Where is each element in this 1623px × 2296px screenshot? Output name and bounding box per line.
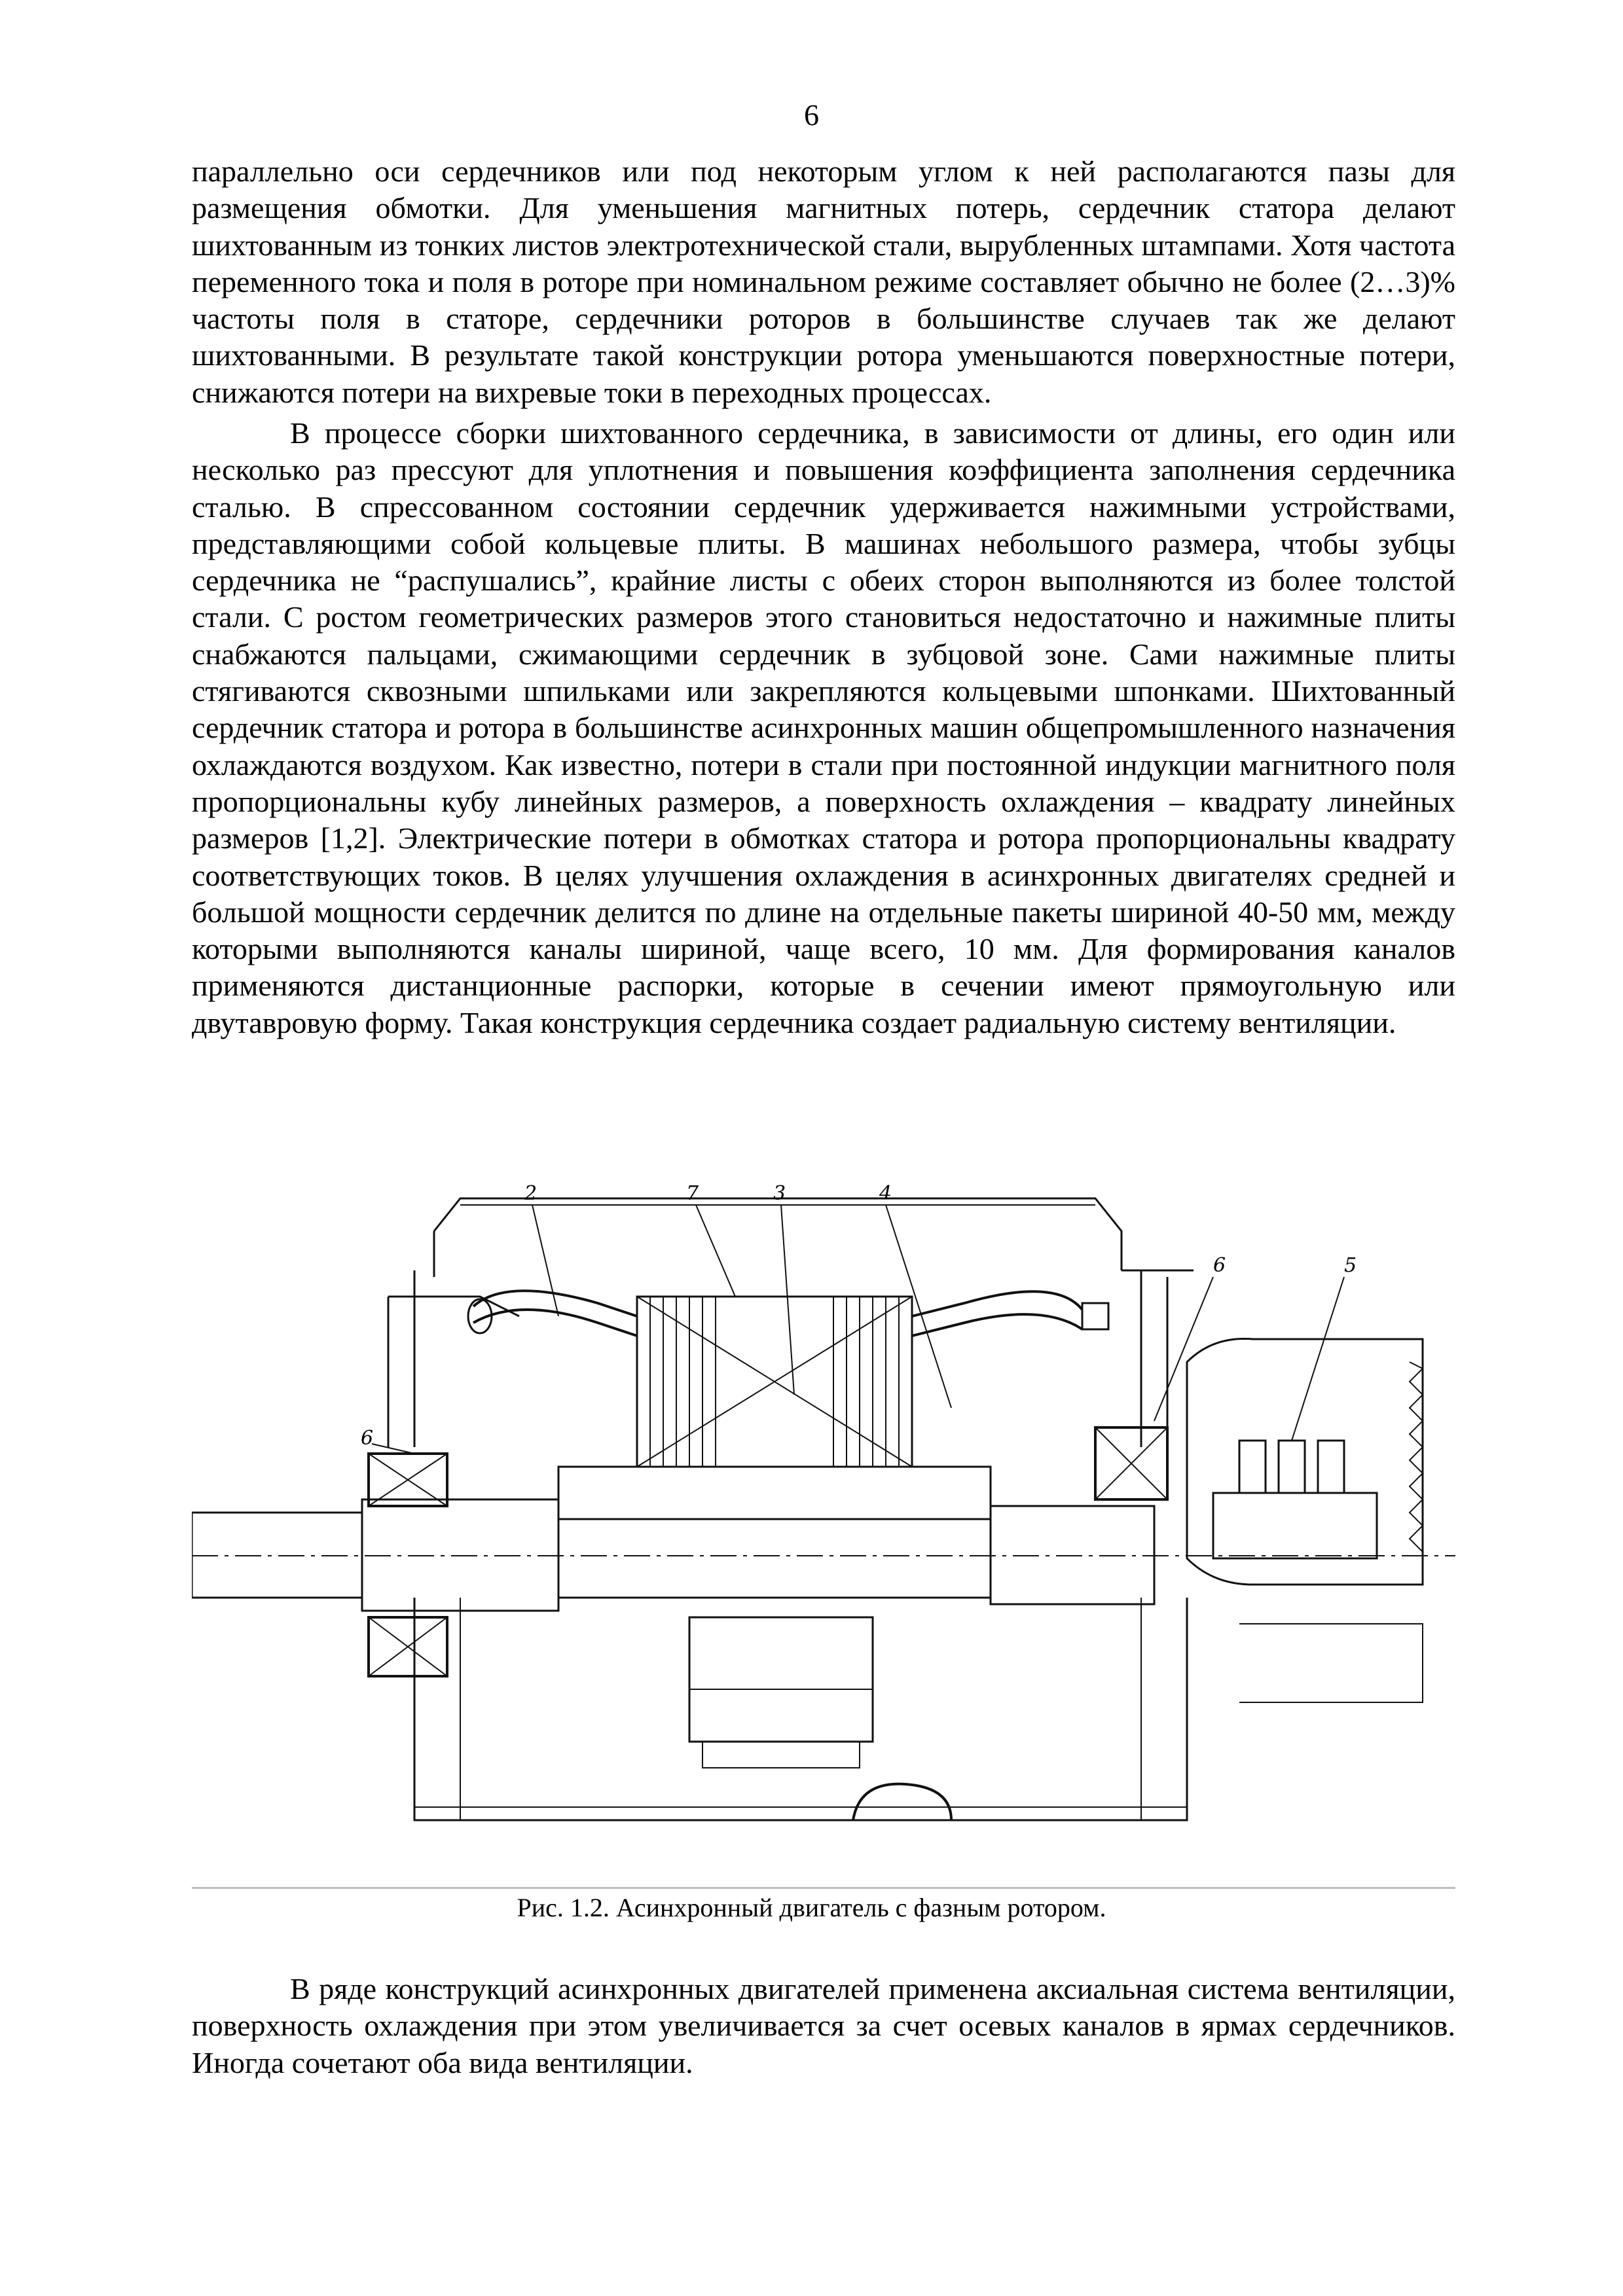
- figure-label-7: 7: [686, 1182, 699, 1205]
- figure-label-6-right: 6: [1213, 1254, 1226, 1277]
- figure-label-3: 3: [773, 1182, 786, 1205]
- paragraph-1: параллельно оси сердечников или под некоторым углом к ней располагаются пазы для размещения обмотки. Для уменьшения магнитных потерь, сердечник статора делают шихтованным из тонких листов электротехнической стали, вырубленных штампами. Хотя частота переменного тока и поля в роторе при номинальном режиме составляет обычно не более (2…3)% частоты поля в статоре, сердечники роторов в большинстве случаев так же делают шихтованными. В результате такой конструкции ротора уменьшаются поверхностные потери, снижаются потери на вихревые токи в переходных процессах.: [192, 154, 1455, 409]
- paragraph-3: В ряде конструкций асинхронных двигателей применена аксиальная система вентиляции, поверхность охлаждения при этом увеличивается за счет осевых каналов в ярмах сердечников. Иногда сочетают оба вида вентиляции.: [192, 1972, 1455, 2079]
- figure-label-5: 5: [1344, 1254, 1357, 1277]
- motor-cross-section-drawing: [192, 1166, 1455, 1886]
- paragraph-2: В процессе сборки шихтованного сердечника, в зависимости от длины, его один или несколько раз прессуют для уплотнения и повышения коэффициента заполнения сердечника сталью. В спрессованном состоянии сердечник удерживается нажимными устройствами, представляющими собой кольцевые плиты. В машинах небольшого размера, чтобы зубцы сердечника не “распушались”, крайние листы с обеих сторон выполняются из более толстой стали. С ростом геометрических размеров этого становиться недостаточно и нажимные плиты снабжаются пальцами, сжимающими сердечник в зубцовой зоне. Сами нажимные плиты стягиваются сквозными шпильками или закрепляются кольцевыми шпонками. Шихтованный сердечник статора и ротора в большинстве асинхронных машин общепромышленного назначения охлаждаются воздухом. Как известно, потери в стали при постоянной индукции магнитного поля пропорциональны кубу линейных размеров, а поверхность охлаждения – квадрату линейных размеров [1,2]. Электрические потери в обмотках статора и ротора пропорциональны квадрату соответствующих токов. В целях улучшения охлаждения в асинхронных двигателях средней и большой мощности сердечник делится по длине на отдельные пакеты шириной 40-50 мм, между которыми выполняются каналы шириной, чаще всего, 10 мм. Для формирования каналов применяются дистанционные распорки, которые в сечении имеют прямоугольную или двутавровую форму. Такая конструкция сердечника создает радиальную систему вентиляции.: [192, 416, 1455, 1039]
- figure-label-4: 4: [879, 1182, 892, 1205]
- figure-label-6-left: 6: [361, 1427, 374, 1450]
- motor-drawing-figure: [192, 1166, 1455, 1889]
- figure-caption: Рис. 1.2. Асинхронный двигатель с фазным ротором.: [517, 1893, 1106, 1922]
- figure-label-2: 2: [524, 1182, 538, 1205]
- page-number: 6: [804, 98, 819, 132]
